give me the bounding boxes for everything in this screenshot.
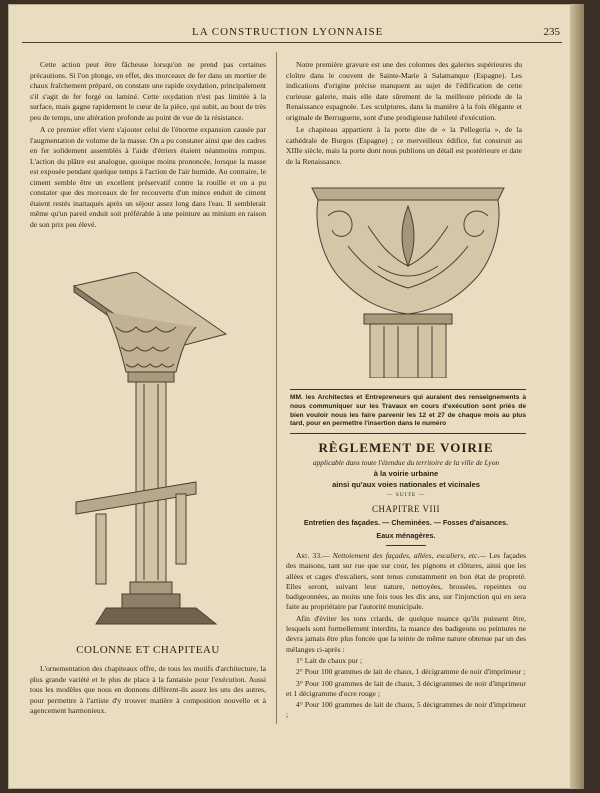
list-item: 3° Pour 100 grammes de lait de chaux, 3 décigrammes de noir d'imprimeur et 1 décigramme d'ocre rouge ; xyxy=(286,678,526,698)
right-column-text xyxy=(286,60,522,169)
capital-engraving xyxy=(308,186,508,378)
list-item: 1° Lait de chaux pur ; xyxy=(296,655,363,665)
paragraph: Le chapiteau appartient à la porte dite de « la Pellegeria », de la cathédrale de Burgos (Espagne) ; ce merveilleux édifice, fut construit au XIIIe siècle, mais la porte dont nous publions un détail est postérieure et date de la Renaissance. xyxy=(286,125,522,166)
reglement-section xyxy=(286,440,526,722)
page-header xyxy=(22,26,562,43)
reglement-title: RÈGLEMENT DE VOIRIE xyxy=(318,440,494,455)
list-item: 2° Pour 100 grammes de lait de chaux, 1 décigramme de noir d'imprimeur ; xyxy=(296,667,526,677)
paragraph: Cette action peut être fâcheuse lorsqu'on ne prend pas certaines précautions. Si l'on plonge, en effet, des morceaux de fer dans un mortier de chaux fraîchement préparé, on constate une rapide oxydation, principalement s'il s'agit de fer forgé ou laminé. Cette oxydation n'est pas limitée à la surface, mais gagne rapidement le cœur de la pièce, qui subit, au bout de très peu de temps, une altération profonde au point de vue de la résistance. xyxy=(30,60,266,122)
paragraph: Notre première gravure est une des colonnes des galeries supérieures du cloître dans le couvent de Sainte-Marie à Salamanque (Espagne). Les indications d'origine précise manquent au sujet de l'édification de cette curieuse galerie, mais elle date sûrement de la meilleure période de la Renaissance espagnole. Les sculptures, dans la manière à la fois élégante et originale de Berruguette, sont d'une prodigieuse habileté d'exécution. xyxy=(286,60,522,122)
column-divider xyxy=(276,52,277,724)
reglement-line-2: ainsi qu'aux voies nationales et vicinales xyxy=(332,480,480,489)
article-33 xyxy=(286,551,526,613)
chapter-topic-1: Entretien des façades. — Cheminées. — Fosses d'aisances. xyxy=(303,518,509,527)
reglement-line-1: à la voirie urbaine xyxy=(373,469,439,478)
section-rule xyxy=(386,545,426,546)
caption-paragraph xyxy=(30,664,266,717)
caption-title: COLONNE ET CHAPITEAU xyxy=(76,644,220,656)
chapter-topic-2: Eaux ménagères. xyxy=(376,531,436,540)
newspaper-page xyxy=(8,4,584,789)
reglement-subtitle: applicable dans toute l'étendue du territoire de la ville de Lyon xyxy=(312,458,500,467)
reglement-suite: — SUITE — xyxy=(386,492,426,498)
reglement-body xyxy=(286,551,526,721)
paragraph: Afin d'éviter les tons criards, de quelque nuance qu'ils puissent être, lesquels sont formellement interdits, la nuance des badigeons ou peintures ne devra jamais être plus foncée que la teinte de même nature obtenue par un des mélanges ci-après : xyxy=(286,613,526,654)
article-label: Art. 33.— xyxy=(296,551,330,560)
chapter-heading: CHAPITRE VIII xyxy=(371,504,441,514)
notice-box: MM. les Architectes et Entrepreneurs qui auraient des renseignements à nous communiquer sur les Travaux en cours d'exécution sont priés de bien vouloir nous les faire parvenir les 12 et 27 de chaque mois au plus tard, pour en permettre l'insertion dans le numéro xyxy=(290,389,526,434)
page-spine-shadow xyxy=(570,4,584,789)
article-text: Les façades des maisons, tant sur rue que sur cour, les pignons et clôtures, ainsi que les allées et cages d'escaliers, sont tenus constamment en bon état de propreté. Elles seront, suivant leur nature, nettoyées, brossées, repeintes ou badigeonnées, au moins une fois tous les dix ans, sur l'injonction qui en sera faite au propriétaire par l'autorité municipale. xyxy=(286,551,526,612)
list-item: 4° Pour 100 grammes de lait de chaux, 5 décigrammes de noir d'imprimeur ; xyxy=(286,700,526,720)
left-column-text xyxy=(30,60,266,232)
paragraph: L'ornementation des chapiteaux offre, de tous les motifs d'architecture, la plus grande variété et le plus de place à la fantaisie pour l'exécution. Aussi tous les modèles que nous en donnons diffèrent-ils assez les uns des autres, pour permettre à l'artiste d'y trouver matière à composition nouvelle et à agencement harmonieux. xyxy=(30,664,266,715)
running-title: LA CONSTRUCTION LYONNAISE xyxy=(192,26,384,38)
column-engraving xyxy=(66,272,236,632)
article-title: Nettoiement des façades, allées, escaliers, etc.— xyxy=(332,551,487,560)
page-number: 235 xyxy=(543,26,560,38)
paragraph: A ce premier effet vient s'ajouter celui de l'énorme expansion causée par l'augmentation de volume de la masse. On a pu constater ainsi que des cadres en fer solidement assemblés à l'aide d'étriers étaient néanmoins rompus. L'action du plâtre est analogue, quoique moins prononcée, lorsque la masse est exposée pendant quelque temps à l'action de l'air humide. Au contraire, le ciment semble être un excellent préservatif contre la rouille et on a pu constater que des morceaux de fer recouverts d'un mince enduit de ciment étaient restés inattaqués après un séjour assez long dans l'eau. Il semblerait même qu'un pareil enduit soit préférable à une peinture au minium en raison de son prix peu élevé. xyxy=(30,125,266,229)
